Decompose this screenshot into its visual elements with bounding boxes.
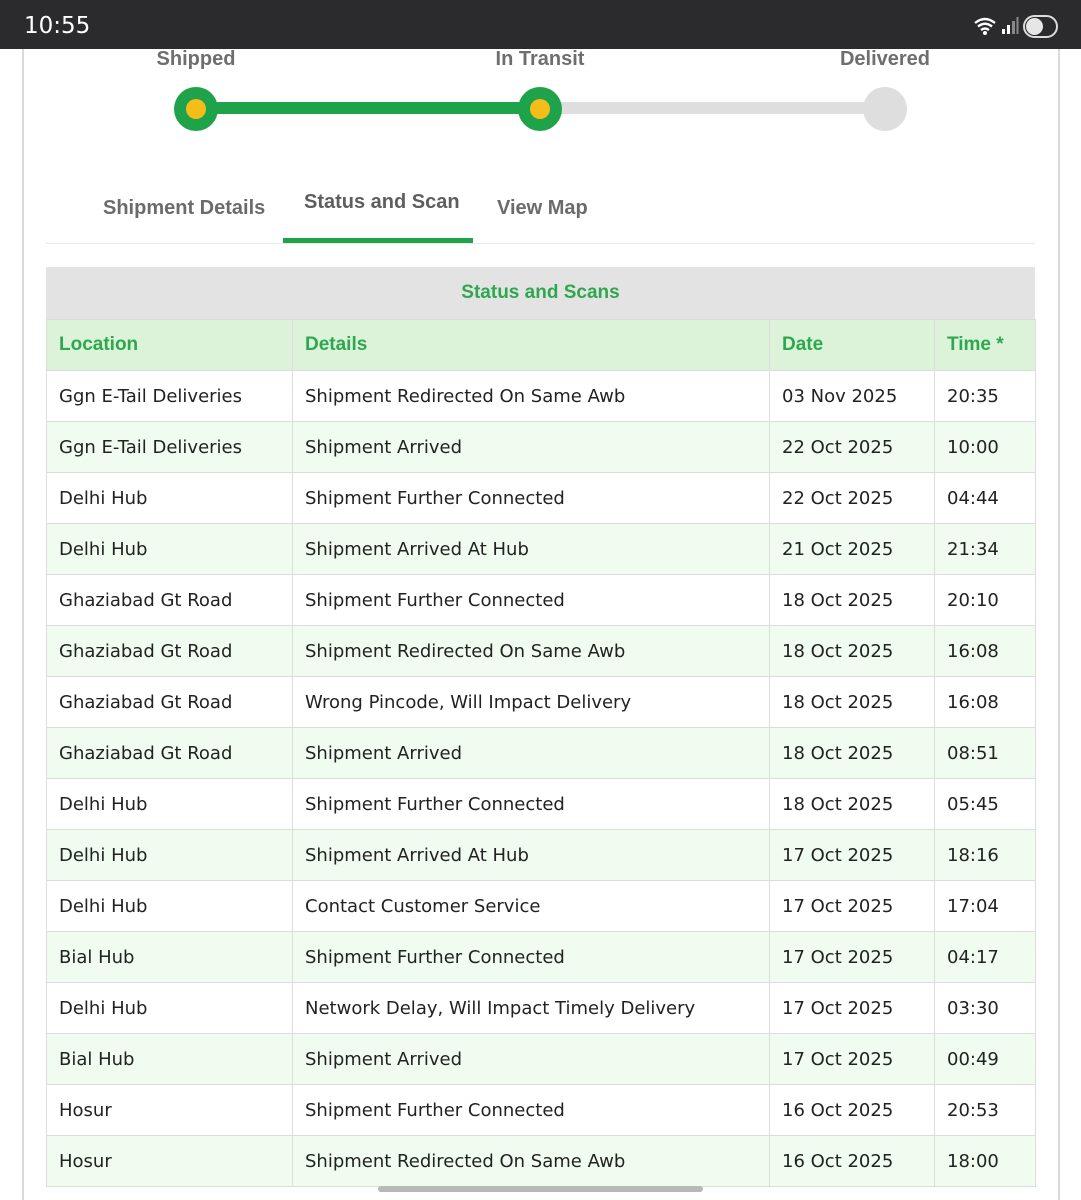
location-cell: Delhi Hub xyxy=(47,830,293,881)
time-cell: 18:16 xyxy=(935,830,1036,881)
location-cell: Delhi Hub xyxy=(47,983,293,1034)
scans-header-row xyxy=(47,320,1036,371)
details-cell: Shipment Arrived At Hub xyxy=(293,830,770,881)
table-row xyxy=(47,575,1036,626)
toggle-icon xyxy=(1023,15,1058,38)
time-cell: 20:35 xyxy=(935,371,1036,422)
date-cell: 17 Oct 2025 xyxy=(770,932,935,983)
signal-icon xyxy=(1001,17,1019,35)
table-row xyxy=(47,830,1036,881)
date-cell: 18 Oct 2025 xyxy=(770,728,935,779)
time-cell: 16:08 xyxy=(935,677,1036,728)
stage-node-delivered xyxy=(863,87,907,131)
date-cell: 16 Oct 2025 xyxy=(770,1085,935,1136)
stage-label-delivered: Delivered xyxy=(839,48,931,70)
date-cell: 18 Oct 2025 xyxy=(770,626,935,677)
date-cell: 17 Oct 2025 xyxy=(770,830,935,881)
details-cell: Shipment Arrived xyxy=(293,1034,770,1085)
table-row xyxy=(47,677,1036,728)
location-cell: Hosur xyxy=(47,1136,293,1187)
location-cell: Bial Hub xyxy=(47,1034,293,1085)
stage-label-shipped: Shipped xyxy=(156,48,236,70)
time-cell: 04:17 xyxy=(935,932,1036,983)
time-cell: 10:00 xyxy=(935,422,1036,473)
column-header-location: Location xyxy=(47,320,293,371)
date-cell: 17 Oct 2025 xyxy=(770,881,935,932)
table-row xyxy=(47,422,1036,473)
details-cell: Shipment Arrived At Hub xyxy=(293,524,770,575)
column-header-date: Date xyxy=(770,320,935,371)
progress-line-complete xyxy=(196,102,540,114)
location-cell: Ghaziabad Gt Road xyxy=(47,575,293,626)
date-cell: 21 Oct 2025 xyxy=(770,524,935,575)
scans-table-title: Status and Scans xyxy=(46,267,1035,319)
table-row xyxy=(47,1085,1036,1136)
location-cell: Ghaziabad Gt Road xyxy=(47,626,293,677)
table-row xyxy=(47,728,1036,779)
tab-status-and-scan[interactable]: Status and Scan xyxy=(304,191,460,213)
location-cell: Delhi Hub xyxy=(47,779,293,830)
table-row xyxy=(47,473,1036,524)
location-cell: Ghaziabad Gt Road xyxy=(47,677,293,728)
date-cell: 18 Oct 2025 xyxy=(770,677,935,728)
time-cell: 05:45 xyxy=(935,779,1036,830)
details-cell: Wrong Pincode, Will Impact Delivery xyxy=(293,677,770,728)
location-cell: Bial Hub xyxy=(47,932,293,983)
table-row xyxy=(47,626,1036,677)
scans-table xyxy=(46,267,1035,1187)
table-row xyxy=(47,983,1036,1034)
date-cell: 17 Oct 2025 xyxy=(770,983,935,1034)
tab-view-map[interactable]: View Map xyxy=(497,197,588,219)
table-row xyxy=(47,779,1036,830)
wifi-icon xyxy=(973,16,997,36)
time-cell: 16:08 xyxy=(935,626,1036,677)
table-row xyxy=(47,524,1036,575)
table-row xyxy=(47,1136,1036,1187)
details-cell: Network Delay, Will Impact Timely Delivery xyxy=(293,983,770,1034)
time-cell: 18:00 xyxy=(935,1136,1036,1187)
tabs-divider xyxy=(46,243,1035,244)
time-cell: 21:34 xyxy=(935,524,1036,575)
table-row xyxy=(47,1034,1036,1085)
table-row xyxy=(47,881,1036,932)
details-cell: Contact Customer Service xyxy=(293,881,770,932)
location-cell: Delhi Hub xyxy=(47,881,293,932)
details-cell: Shipment Further Connected xyxy=(293,575,770,626)
column-header-details: Details xyxy=(293,320,770,371)
progress-line-pending xyxy=(540,102,885,114)
details-cell: Shipment Further Connected xyxy=(293,779,770,830)
location-cell: Ghaziabad Gt Road xyxy=(47,728,293,779)
stage-label-in-transit: In Transit xyxy=(495,48,585,70)
details-cell: Shipment Further Connected xyxy=(293,473,770,524)
location-cell: Delhi Hub xyxy=(47,473,293,524)
details-cell: Shipment Redirected On Same Awb xyxy=(293,626,770,677)
location-cell: Hosur xyxy=(47,1085,293,1136)
date-cell: 18 Oct 2025 xyxy=(770,575,935,626)
time-cell: 00:49 xyxy=(935,1034,1036,1085)
date-cell: 18 Oct 2025 xyxy=(770,779,935,830)
date-cell: 22 Oct 2025 xyxy=(770,422,935,473)
date-cell: 22 Oct 2025 xyxy=(770,473,935,524)
time-cell: 08:51 xyxy=(935,728,1036,779)
location-cell: Ggn E-Tail Deliveries xyxy=(47,371,293,422)
date-cell: 03 Nov 2025 xyxy=(770,371,935,422)
time-cell: 20:53 xyxy=(935,1085,1036,1136)
home-indicator[interactable] xyxy=(378,1186,703,1192)
table-row xyxy=(47,932,1036,983)
time-cell: 04:44 xyxy=(935,473,1036,524)
details-cell: Shipment Further Connected xyxy=(293,932,770,983)
location-cell: Ggn E-Tail Deliveries xyxy=(47,422,293,473)
table-row xyxy=(47,371,1036,422)
location-cell: Delhi Hub xyxy=(47,524,293,575)
date-cell: 17 Oct 2025 xyxy=(770,1034,935,1085)
details-cell: Shipment Arrived xyxy=(293,422,770,473)
details-cell: Shipment Further Connected xyxy=(293,1085,770,1136)
date-cell: 16 Oct 2025 xyxy=(770,1136,935,1187)
details-cell: Shipment Redirected On Same Awb xyxy=(293,371,770,422)
status-bar xyxy=(0,0,1081,49)
tab-shipment-details[interactable]: Shipment Details xyxy=(103,197,266,219)
time-cell: 20:10 xyxy=(935,575,1036,626)
column-header-time: Time * xyxy=(935,320,1036,371)
details-cell: Shipment Redirected On Same Awb xyxy=(293,1136,770,1187)
stage-node-shipped xyxy=(174,87,218,131)
details-cell: Shipment Arrived xyxy=(293,728,770,779)
stage-node-in-transit xyxy=(518,87,562,131)
time-cell: 17:04 xyxy=(935,881,1036,932)
time-cell: 03:30 xyxy=(935,983,1036,1034)
clock: 10:55 xyxy=(24,13,91,39)
